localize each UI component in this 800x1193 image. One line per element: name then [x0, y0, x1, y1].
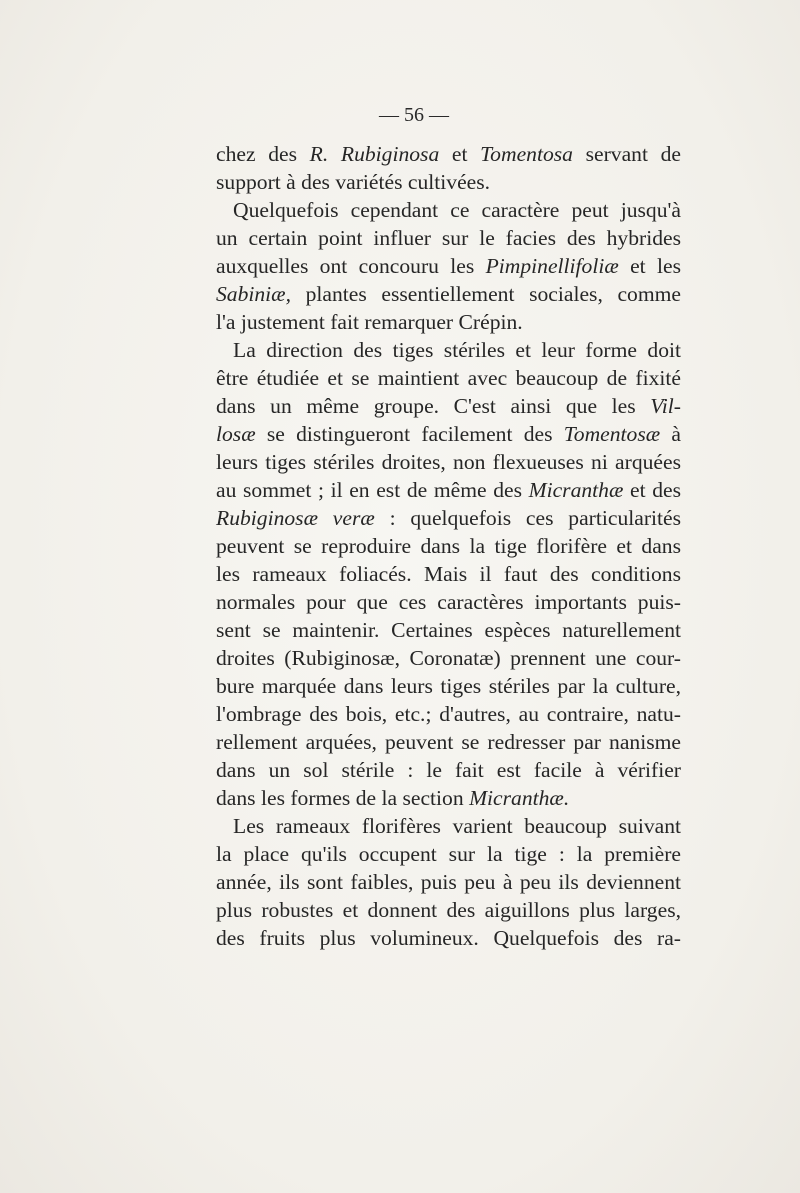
text-segment: support à des variétés cultivées. [216, 170, 491, 194]
italic-text: Tomentosa [480, 142, 573, 166]
text-segment: un certain point influer sur le facies des hybrides [216, 226, 681, 250]
text-segment: année, ils sont faibles, puis peu à peu ils deviennent [216, 870, 681, 894]
text-segment: se distingueront facilement des [255, 422, 564, 446]
text-segment: peuvent se reproduire dans la tige florifère et dans [216, 534, 681, 558]
italic-text: Vil- [650, 394, 681, 418]
text-line [216, 392, 681, 420]
italic-text: Tomentosæ [563, 422, 661, 446]
text-segment: plus robustes et donnent des aiguillons plus larges, [216, 898, 681, 922]
text-segment: sent se maintenir. Certaines espèces naturellement [216, 618, 681, 642]
text-line [216, 896, 681, 924]
text-line [216, 252, 681, 280]
text-segment: servant de [572, 142, 681, 166]
text-line [216, 672, 681, 700]
text-line [216, 448, 681, 476]
text-segment: et les [618, 254, 681, 278]
text-segment: dans les formes de la section [216, 786, 470, 810]
italic-text: Sabiniæ, [216, 282, 291, 306]
text-segment: plantes essentiellement sociales, comme [291, 282, 681, 306]
text-segment: l'ombrage des bois, etc.; d'autres, au contraire, natu- [216, 702, 681, 726]
italic-text: R. Rubiginosa [309, 142, 440, 166]
text-segment: Quelquefois cependant ce caractère peut jusqu'à [233, 198, 681, 222]
page-number: — 56 — [379, 104, 449, 126]
text-line [216, 280, 681, 308]
text-segment: la place qu'ils occupent sur la tige : la première [216, 842, 681, 866]
text-segment: chez des [216, 142, 310, 166]
text-line [216, 476, 681, 504]
text-line [216, 840, 681, 868]
text-line [216, 168, 681, 196]
text-line [216, 504, 681, 532]
text-segment: droites (Rubiginosæ, Coronatæ) prennent une cour- [216, 646, 681, 670]
text-line [216, 868, 681, 896]
text-segment: normales pour que ces caractères importants puis- [216, 590, 681, 614]
text-segment: et [439, 142, 481, 166]
body-text [216, 140, 681, 952]
text-line [216, 924, 681, 952]
text-line [216, 812, 681, 840]
text-segment: : quelquefois ces particularités [374, 506, 682, 530]
italic-text: Micranthæ. [469, 786, 570, 810]
text-segment: La direction des tiges stériles et leur forme doit [233, 338, 681, 362]
text-segment: les rameaux foliacés. Mais il faut des conditions [216, 562, 681, 586]
text-segment: rellement arquées, peuvent se redresser par nanisme [216, 730, 681, 754]
text-line [216, 532, 681, 560]
text-line [216, 644, 681, 672]
text-line [216, 588, 681, 616]
italic-text: Rubiginosæ veræ [216, 506, 375, 530]
text-line [216, 560, 681, 588]
text-segment: auxquelles ont concouru les [216, 254, 486, 278]
text-segment: dans un même groupe. C'est ainsi que les [216, 394, 651, 418]
text-line [216, 364, 681, 392]
text-segment: leurs tiges stériles droites, non flexueuses ni arquées [216, 450, 681, 474]
text-segment: et des [623, 478, 681, 502]
text-segment: dans un sol stérile : le fait est facile à vérifier [216, 758, 681, 782]
text-line [216, 700, 681, 728]
text-segment: à [660, 422, 681, 446]
text-line [216, 728, 681, 756]
italic-text: losæ [216, 422, 256, 446]
text-line [216, 224, 681, 252]
text-line [216, 196, 681, 224]
text-line [216, 784, 681, 812]
italic-text: Micranthæ [528, 478, 624, 502]
text-line [216, 756, 681, 784]
text-segment: être étudiée et se maintient avec beaucoup de fixité [216, 366, 681, 390]
text-line [216, 420, 681, 448]
text-segment: bure marquée dans leurs tiges stériles par la culture, [216, 674, 681, 698]
text-line [216, 140, 681, 168]
text-segment: l'a justement fait remarquer Crépin. [216, 310, 523, 334]
text-segment: Les rameaux florifères varient beaucoup suivant [233, 814, 681, 838]
text-line [216, 308, 681, 336]
text-line [216, 616, 681, 644]
text-segment: au sommet ; il en est de même des [216, 478, 529, 502]
text-segment: des fruits plus volumineux. Quelquefois des ra- [216, 926, 681, 950]
text-line [216, 336, 681, 364]
italic-text: Pimpinellifoliæ [485, 254, 619, 278]
